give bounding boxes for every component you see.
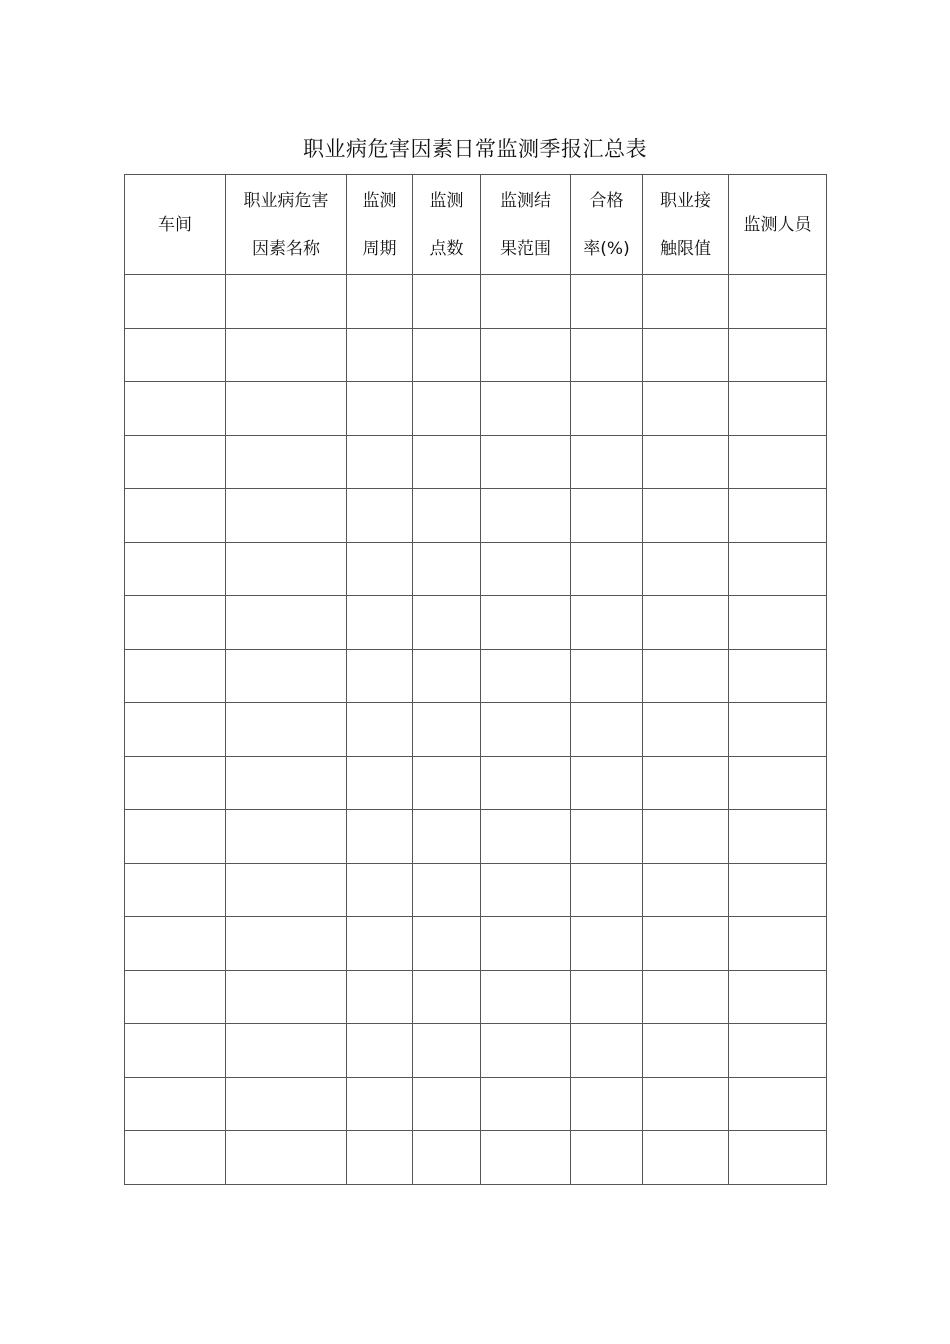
table-cell — [413, 703, 481, 757]
column-header-line: 职业病危害 — [243, 190, 329, 211]
table-cell — [125, 863, 226, 917]
table-cell — [729, 970, 827, 1024]
table-cell — [413, 542, 481, 596]
table-row — [125, 435, 827, 489]
table-cell — [481, 970, 571, 1024]
column-header — [729, 175, 827, 275]
table-row — [125, 542, 827, 596]
table-cell — [347, 863, 413, 917]
table-cell — [643, 863, 729, 917]
table-cell — [226, 917, 347, 971]
column-header-line: 监测 — [362, 190, 397, 211]
table-cell — [729, 917, 827, 971]
column-header-line: 触限值 — [660, 238, 711, 259]
table-cell — [226, 1131, 347, 1185]
table-cell — [481, 863, 571, 917]
table-cell — [125, 810, 226, 864]
table-cell — [729, 649, 827, 703]
table-cell — [571, 596, 643, 650]
table-row — [125, 863, 827, 917]
table-cell — [413, 863, 481, 917]
table-cell — [729, 1077, 827, 1131]
column-header-line: 果范围 — [500, 238, 551, 259]
table-cell — [347, 435, 413, 489]
table-cell — [347, 1131, 413, 1185]
table-cell — [643, 970, 729, 1024]
table-row — [125, 328, 827, 382]
table-cell — [125, 703, 226, 757]
table-cell — [347, 542, 413, 596]
column-header-line: 车间 — [158, 214, 192, 235]
table-row — [125, 756, 827, 810]
column-header-line: 因素名称 — [252, 238, 320, 259]
column-header — [347, 175, 413, 275]
table-cell — [643, 328, 729, 382]
table-cell — [729, 1131, 827, 1185]
page-title: 职业病危害因素日常监测季报汇总表 — [303, 137, 647, 161]
table-cell — [643, 1024, 729, 1078]
table-row — [125, 649, 827, 703]
column-header — [481, 175, 571, 275]
table-cell — [413, 1024, 481, 1078]
table-cell — [125, 970, 226, 1024]
table-cell — [643, 435, 729, 489]
table-row — [125, 489, 827, 543]
table-cell — [643, 275, 729, 329]
table-cell — [347, 970, 413, 1024]
column-header — [226, 175, 347, 275]
table-cell — [413, 970, 481, 1024]
table-cell — [729, 810, 827, 864]
table-cell — [643, 917, 729, 971]
column-header-line: 职业接 — [660, 190, 711, 211]
table-cell — [226, 328, 347, 382]
table-cell — [413, 1077, 481, 1131]
table-cell — [729, 489, 827, 543]
table-cell — [125, 435, 226, 489]
table-cell — [347, 1077, 413, 1131]
table-cell — [347, 649, 413, 703]
table-cell — [571, 489, 643, 543]
table-cell — [481, 596, 571, 650]
table-cell — [347, 382, 413, 436]
column-header-line: 率(%) — [583, 238, 630, 259]
table-cell — [729, 1024, 827, 1078]
column-header-line: 监测人员 — [743, 214, 812, 235]
table-cell — [643, 810, 729, 864]
table-cell — [571, 542, 643, 596]
table-cell — [481, 328, 571, 382]
column-header — [643, 175, 729, 275]
report-table — [124, 174, 827, 1185]
table-cell — [571, 1077, 643, 1131]
table-cell — [226, 756, 347, 810]
table-cell — [413, 328, 481, 382]
table-cell — [481, 489, 571, 543]
table-cell — [125, 1131, 226, 1185]
table-cell — [413, 435, 481, 489]
table-cell — [481, 703, 571, 757]
table-body — [125, 275, 827, 1185]
column-header-line: 点数 — [429, 238, 464, 259]
table-cell — [413, 275, 481, 329]
table-row — [125, 596, 827, 650]
table-cell — [643, 756, 729, 810]
table-cell — [481, 756, 571, 810]
column-header-line: 监测 — [429, 190, 464, 211]
table-cell — [125, 382, 226, 436]
table-row — [125, 1077, 827, 1131]
table-cell — [413, 756, 481, 810]
column-header — [571, 175, 643, 275]
table-cell — [347, 810, 413, 864]
table-cell — [643, 596, 729, 650]
table-cell — [481, 649, 571, 703]
table-cell — [125, 649, 226, 703]
table-cell — [226, 489, 347, 543]
table-cell — [481, 542, 571, 596]
table-cell — [571, 863, 643, 917]
table-row — [125, 382, 827, 436]
table-cell — [347, 275, 413, 329]
table-cell — [413, 1131, 481, 1185]
table-cell — [347, 489, 413, 543]
table-cell — [643, 1077, 729, 1131]
table-cell — [413, 489, 481, 543]
table-cell — [226, 703, 347, 757]
column-header-line: 周期 — [362, 238, 397, 259]
column-header — [413, 175, 481, 275]
table-cell — [347, 917, 413, 971]
table-row — [125, 1131, 827, 1185]
table-header — [125, 175, 827, 275]
table-cell — [481, 1131, 571, 1185]
table-cell — [413, 382, 481, 436]
table-cell — [571, 435, 643, 489]
table-cell — [571, 382, 643, 436]
table-cell — [571, 810, 643, 864]
table-cell — [226, 435, 347, 489]
table-cell — [413, 917, 481, 971]
table-cell — [125, 596, 226, 650]
table-cell — [347, 1024, 413, 1078]
table-row — [125, 1024, 827, 1078]
table-cell — [571, 649, 643, 703]
table-cell — [413, 810, 481, 864]
table-cell — [571, 1024, 643, 1078]
table-cell — [125, 542, 226, 596]
table-cell — [347, 596, 413, 650]
table-cell — [226, 542, 347, 596]
table-row — [125, 970, 827, 1024]
table-cell — [729, 756, 827, 810]
table-cell — [643, 703, 729, 757]
table-cell — [226, 649, 347, 703]
table-cell — [226, 810, 347, 864]
table-cell — [226, 863, 347, 917]
table-cell — [571, 328, 643, 382]
table-cell — [481, 1077, 571, 1131]
table-cell — [226, 275, 347, 329]
column-header-line: 合格 — [589, 190, 624, 211]
table-cell — [226, 970, 347, 1024]
table-cell — [729, 596, 827, 650]
table-cell — [347, 703, 413, 757]
table-cell — [729, 328, 827, 382]
table-cell — [571, 1131, 643, 1185]
table-cell — [413, 649, 481, 703]
table-cell — [729, 382, 827, 436]
table-row — [125, 917, 827, 971]
table-cell — [643, 649, 729, 703]
table-cell — [125, 1024, 226, 1078]
table-cell — [481, 1024, 571, 1078]
column-header — [125, 175, 226, 275]
table-cell — [729, 435, 827, 489]
table-cell — [347, 756, 413, 810]
table-cell — [729, 275, 827, 329]
table-cell — [125, 1077, 226, 1131]
table-cell — [481, 810, 571, 864]
table-cell — [226, 596, 347, 650]
table-cell — [729, 542, 827, 596]
table-cell — [226, 1024, 347, 1078]
table-cell — [481, 917, 571, 971]
table-cell — [347, 328, 413, 382]
table-cell — [481, 275, 571, 329]
column-header-line: 监测结 — [500, 190, 551, 211]
table-cell — [226, 1077, 347, 1131]
table-row — [125, 275, 827, 329]
table-cell — [643, 382, 729, 436]
table-cell — [226, 382, 347, 436]
table-cell — [643, 542, 729, 596]
table-cell — [571, 756, 643, 810]
table-row — [125, 703, 827, 757]
table-cell — [571, 970, 643, 1024]
table-cell — [643, 489, 729, 543]
table-cell — [481, 435, 571, 489]
table-cell — [413, 596, 481, 650]
table-cell — [643, 1131, 729, 1185]
table-row — [125, 810, 827, 864]
table-cell — [729, 703, 827, 757]
table-cell — [125, 275, 226, 329]
table-cell — [125, 917, 226, 971]
table-cell — [481, 382, 571, 436]
table-cell — [571, 917, 643, 971]
table-cell — [571, 703, 643, 757]
table-cell — [125, 489, 226, 543]
table-cell — [729, 863, 827, 917]
header-row — [125, 175, 827, 275]
table-cell — [571, 275, 643, 329]
table-cell — [125, 328, 226, 382]
table-cell — [125, 756, 226, 810]
